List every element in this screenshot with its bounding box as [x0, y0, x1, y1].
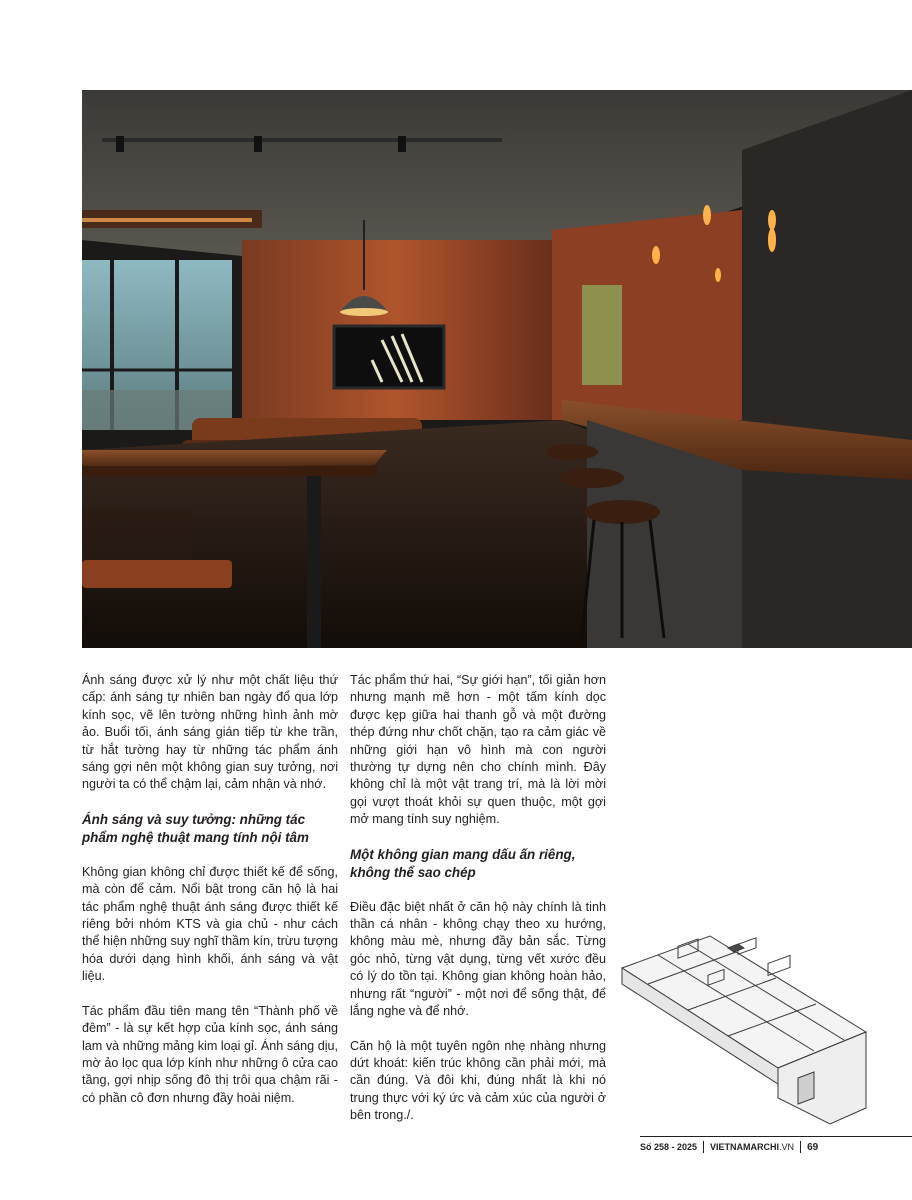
interior-photo	[82, 90, 912, 648]
brand-suffix: .VN	[779, 1142, 795, 1152]
article-column-right	[350, 672, 606, 1142]
paragraph: Không gian không chỉ được thiết kế để sống, mà còn để cảm. Nổi bật trong căn hộ là hai tác phẩm nghệ thuật ánh sáng được thiết kế riêng bởi nhóm KTS và gia chủ - như cách thể hiện những suy nghĩ thầm kín, trừu tượng hóa dưới dạng hình khối, ánh sáng và vật liệu.	[82, 864, 338, 984]
brand-main: VIETNAMARCHI	[710, 1142, 780, 1152]
page-footer	[640, 1136, 912, 1157]
section-heading: Ánh sáng và suy tưởng: những tác phẩm nghệ thuật mang tính nội tâm	[82, 811, 309, 845]
section-heading: Một không gian mang dấu ấn riêng, không thể sao chép	[350, 846, 576, 880]
issue-number: Số 258 - 2025	[640, 1142, 698, 1152]
brand-name	[710, 1142, 794, 1152]
paragraph: Tác phẩm đầu tiên mang tên “Thành phố về đêm” - là sự kết hợp của kính sọc, ánh sáng lam và những mảng kim loại gỉ. Ánh sáng dịu, mờ ảo lọc qua lớp kính như những ô cửa cao tầng, gợi nhịp sống đô thị trôi qua chậm rãi - có phần cô đơn nhưng đầy hoài niệm.	[82, 1003, 338, 1105]
article-column-left	[82, 672, 338, 1124]
divider	[703, 1141, 704, 1153]
paragraph: Điều đặc biệt nhất ở căn hộ này chính là tinh thần cá nhân - không chạy theo xu hướng, không màu mè, nhưng đầy bản sắc. Từng góc nhỏ, từng vật dụng, từng vết xước đều có lý do tồn tại. Không gian không hoàn hảo, nhưng rất “người” - một nơi để sống thật, để lắng nghe và để nhớ.	[350, 899, 606, 1019]
paragraph: Ánh sáng được xử lý như một chất liệu thứ cấp: ánh sáng tự nhiên ban ngày đổ qua lớp kính sọc, vẽ lên tường những hình ảnh mờ ảo. Buổi tối, ánh sáng gián tiếp từ khe trần, từ hắt tường hay từ những tác phẩm ánh sáng gợi nên một không gian suy tưởng, nơi người ta có thể chậm lại, cảm nhận và nhớ.	[82, 673, 338, 792]
page-number: 69	[807, 1141, 819, 1153]
divider	[800, 1141, 801, 1153]
paragraph: Căn hộ là một tuyên ngôn nhẹ nhàng nhưng dứt khoát: kiến trúc không cần phải mới, mà cần đúng. Và đôi khi, đúng nhất là khi nó trung thực với ký ức và cảm xúc của người ở bên trong./.	[350, 1038, 606, 1123]
paragraph: Tác phẩm thứ hai, “Sự giới hạn”, tối giản hơn nhưng mạnh mẽ hơn - một tấm kính dọc được kẹp giữa hai thanh gỗ và một đường thép đứng như chốt chặn, tạo ra cảm giác về những giới hạn vô hình mà con người thường tự dựng nên cho chính mình. Đây không chỉ là một vật trang trí, mà là lời mời gọi vượt thoát khỏi sự quen thuộc, một gợi mở mang tính suy nghiệm.	[350, 673, 606, 827]
axonometric-floorplan-drawing	[618, 928, 868, 1128]
